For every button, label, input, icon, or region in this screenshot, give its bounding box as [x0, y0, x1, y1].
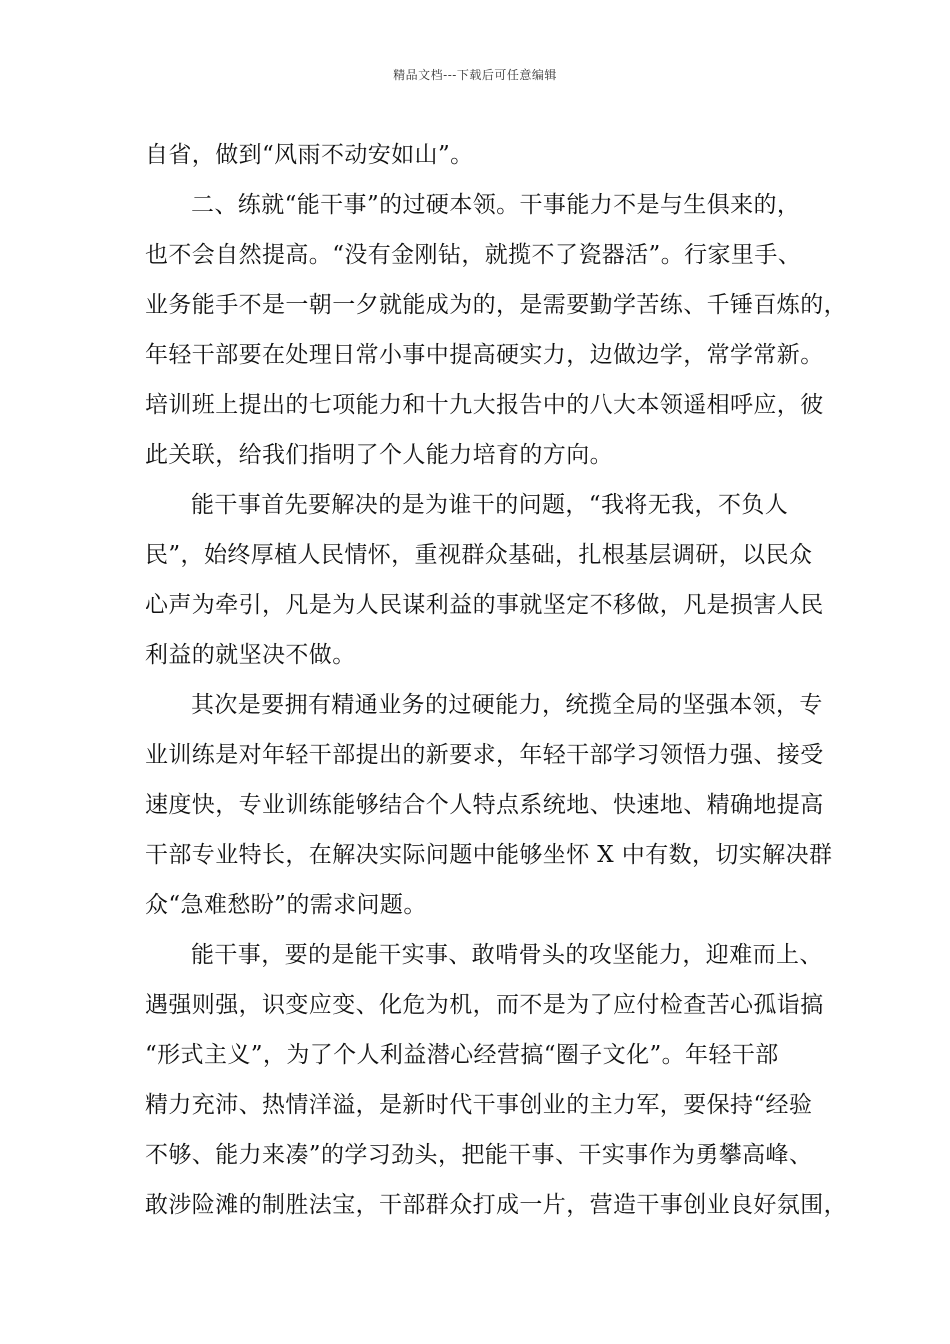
text-line: 速度快，专业训练能够结合个人特点系统地、快速地、精确地提高 [145, 792, 824, 818]
text-line: 心声为牵引，凡是为人民谋利益的事就坚定不移做，凡是损害人民 [145, 592, 824, 618]
page-header: 精品文档---下载后可任意编辑 [393, 68, 557, 82]
text-line: 敢涉险滩的制胜法宝，干部群众打成一片，营造干事创业良好氛围， [145, 1192, 847, 1218]
text-line: 其次是要拥有精通业务的过硬能力，统揽全局的坚强本领，专 [191, 692, 823, 718]
text-line: 能干事，要的是能干实事、敢啃骨头的攻坚能力，迎难而上、 [191, 942, 823, 968]
text-line: 业训练是对年轻干部提出的新要求，年轻干部学习领悟力强、接受 [145, 742, 824, 768]
text-line: 培训班上提出的七项能力和十九大报告中的八大本领遥相呼应，彼 [145, 392, 824, 418]
text-line: 遇强则强，识变应变、化危为机，而不是为了应付检查苦心孤诣搞 [145, 992, 824, 1018]
text-line: 利益的就坚决不做。 [145, 642, 356, 668]
text-line: 年轻干部要在处理日常小事中提高硬实力，边做边学，常学常新。 [145, 342, 824, 368]
body-text [145, 130, 847, 1230]
text-line: 也不会自然提高。“没有金刚钻，就揽不了瓷器活”。行家里手、 [145, 242, 802, 268]
text-line: 业务能手不是一朝一夕就能成为的，是需要勤学苦练、千锤百炼的， [145, 292, 847, 318]
text-line: 自省，做到“风雨不动安如山”。 [145, 142, 474, 168]
text-line: 不够、能力来凑”的学习劲头，把能干事、干实事作为勇攀高峰、 [145, 1142, 813, 1168]
text-line: 此关联，给我们指明了个人能力培育的方向。 [145, 442, 613, 468]
text-line: “形式主义”，为了个人利益潜心经营搞“圈子文化”。年轻干部 [145, 1042, 779, 1068]
text-line: 二、练就“能干事”的过硬本领。干事能力不是与生俱来的， [191, 192, 801, 218]
text-line: 众“急难愁盼”的需求问题。 [145, 892, 427, 918]
text-line: 能干事首先要解决的是为谁干的问题，“我将无我，不负人 [191, 492, 789, 518]
text-line: 干部专业特长，在解决实际问题中能够坐怀 X 中有数，切实解决群 [145, 842, 833, 868]
text-line: 精力充沛、热情洋溢，是新时代干事创业的主力军，要保持“经验 [145, 1092, 813, 1118]
text-line: 民”，始终厚植人民情怀，重视群众基础，扎根基层调研，以民众 [145, 542, 813, 568]
